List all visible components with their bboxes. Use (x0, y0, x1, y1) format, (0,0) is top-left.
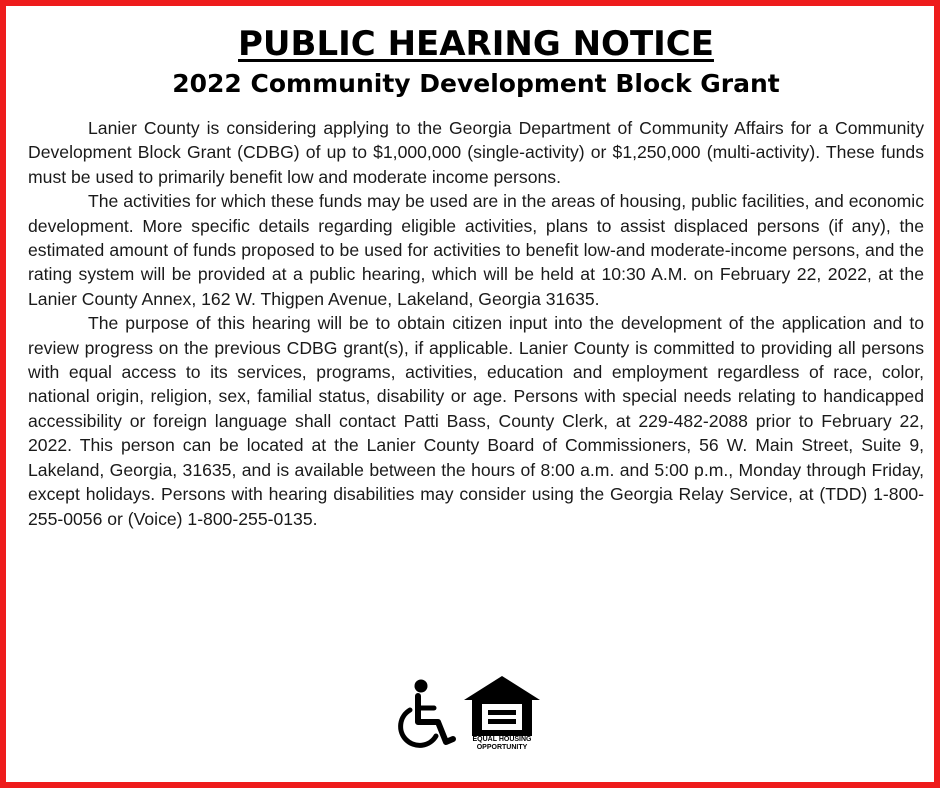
page-title (6, 22, 940, 66)
notice-body (28, 116, 924, 531)
page-subtitle: 2022 Community Development Block Grant (172, 69, 780, 98)
paragraph-grant-overview: Lanier County is considering applying to the Georgia Department of Community Affairs for a Community Development Block Grant (CDBG) of up to $1,000,000 (single-activity) or $1,250,000 (multi-activity). These funds must be used to primarily benefit low and moderate income persons. (28, 118, 924, 187)
title-text: PUBLIC HEARING NOTICE (238, 24, 714, 64)
equal-housing-caption-line2: OPPORTUNITY (476, 744, 528, 751)
logo-group (392, 668, 542, 760)
equal-housing-caption (466, 736, 538, 752)
paragraph-hearing-purpose: The purpose of this hearing will be to obtain citizen input into the development of the application and to review progress on the previous CDBG grant(s), if applicable. Lanier County is committed to providing all persons with equal access to its services, programs, activities, education and employment regardless of race, color, national origin, religion, sex, familial status, disability or age. Persons with special needs relating to handicapped accessibility or foreign language shall contact Patti Bass, County Clerk, at 229-482-2088 prior to February 22, 2022. This person can be located at the Lanier County Board of Commissioners, 56 W. Main Street, Suite 9, Lakeland, Georgia, 31635, and is available between the hours of 8:00 a.m. and 5:00 p.m., Monday through Friday, except holidays. Persons with hearing disabilities may consider using the Georgia Relay Service, at (TDD) 1-800-255-0056 or (Voice) 1-800-255-0135. (28, 313, 924, 529)
paragraph-eligible-activities: The activities for which these funds may be used are in the areas of housing, public facilities, and economic development. More specific details regarding eligible activities, plans to assist displaced persons (if any), the estimated amount of funds proposed to be used for activities to benefit low-and moderate-income persons, and the rating system will be provided at a public hearing, which will be held at 10:30 A.M. on February 22, 2022, at the Lanier County Annex, 162 W. Thigpen Avenue, Lakeland, Georgia 31635. (28, 191, 924, 309)
equal-housing-caption-line1: EQUAL HOUSING (472, 736, 532, 743)
wheelchair-icon (392, 678, 458, 752)
